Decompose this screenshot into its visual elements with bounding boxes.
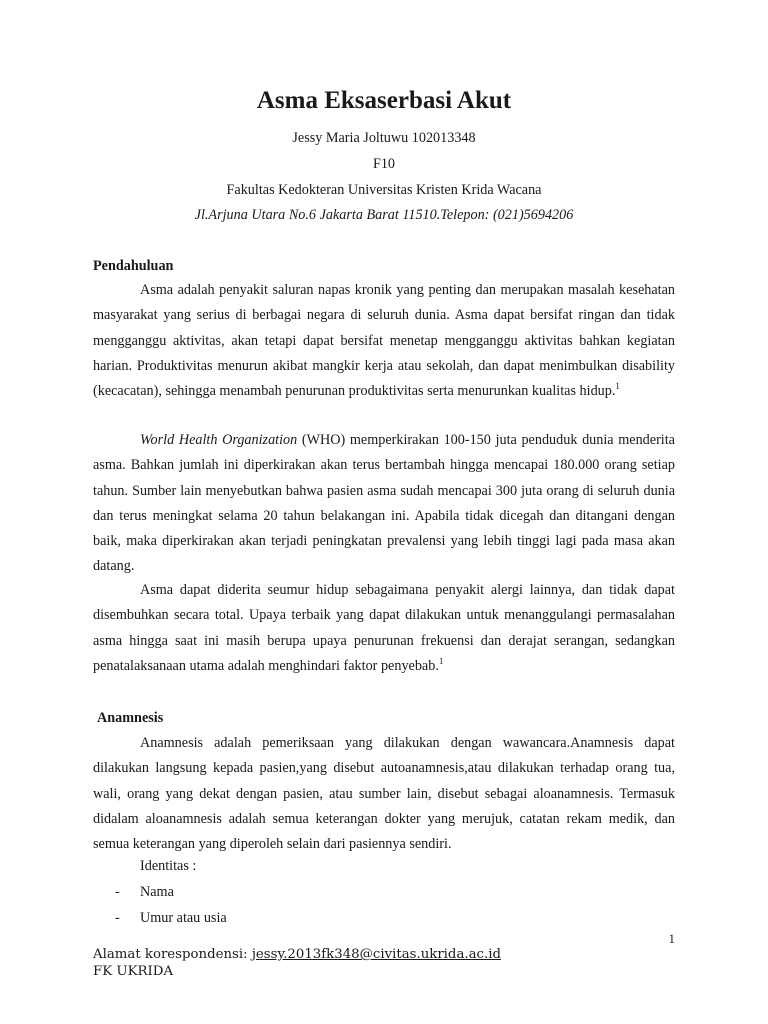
author-line: Jessy Maria Joltuwu 102013348 [292,130,476,146]
who-italic: World Health Organization [140,432,298,448]
list-item: Umur atau usia [140,910,227,926]
paragraph-text: Asma dapat diderita seumur hidup sebagaimana penyakit alergi lainnya, dan tidak dapat disembuhkan secara total. Upaya terbaik yang dapat dilakukan untuk menanggulangi permasalahan asma hingga saat ini masih berupa upaya penurunan frekuensi dan derajat serangan, sedangkan penatalaksanaan utama adalah menghindari faktor penyebab. [93,582,675,674]
footer-label: Alamat korespondensi: [93,947,252,962]
bullet-marker: - [115,910,120,926]
paragraph-text: Anamnesis adalah pemeriksaan yang dilakukan dengan wawancara.Anamnesis dapat dilakukan langsung kepada pasien,yang disebut autoanamnesis,atau dilakukan terhadap orang tua, wali, orang yang dekat dengan pasien, atau sumber lain, disebut sebagai aloanamnesis. Termasuk didalam aloanamnesis adalah semua keterangan dokter yang merujuk, catatan rekam medik, dan semua keterangan yang diperoleh selain dari pasiennya sendiri. [93,735,675,853]
list-item: Nama [140,884,174,900]
address-line: Jl.Arjuna Utara No.6 Jakarta Barat 11510.Telepon: (021)5694206 [194,207,574,223]
footnote-ref: 1 [615,381,620,392]
footer-institution: FK UKRIDA [93,964,174,979]
footer [93,946,501,980]
identity-label: Identitas : [140,858,197,874]
bullet-marker: - [115,884,120,900]
group-line: F10 [372,156,396,172]
paragraph-intro-1 [93,278,675,404]
page-number: 1 [668,931,675,946]
faculty-line: Fakultas Kedokteran Universitas Kristen Krida Wacana [226,182,542,198]
paragraph-anamnesis-1 [93,731,675,857]
section-heading-anamnesis: Anamnesis [97,710,164,726]
document-title: Asma Eksaserbasi Akut [256,87,512,114]
paragraph-text: (WHO) memperkirakan 100-150 juta penduduk dunia menderita asma. Bahkan jumlah ini diperkirakan akan terus bertambah hingga mencapai 180.000 orang setiap tahun. Sumber lain menyebutkan bahwa pasien asma sudah mencapai 300 juta orang di seluruh dunia dan terus meningkat selama 20 tahun belakangan ini. Apabila tidak dicegah dan ditangani dengan baik, maka diperkirakan akan terjadi peningkatan prevalensi yang lebih tinggi lagi pada masa akan datang. [93,432,675,575]
email-link[interactable]: jessy.2013fk348@civitas.ukrida.ac.id [251,947,501,962]
paragraph-text: Asma adalah penyakit saluran napas kronik yang penting dan merupakan masalah kesehatan masyarakat yang serius di berbagai negara di seluruh dunia. Asma dapat bersifat ringan dan tidak mengganggu aktivitas, akan tetapi dapat bersifat menetap mengganggu aktivitas bahkan kegiatan harian. Produktivitas menurun akibat mangkir kerja atau sekolah, dan dapat menimbulkan disability (kecacatan), sehingga menambah penurunan produktivitas serta menurunkan kualitas hidup. [93,282,675,400]
section-heading-pendahuluan: Pendahuluan [93,258,174,274]
paragraph-intro-3 [93,578,675,679]
footer-correspondence [93,946,501,963]
footnote-ref: 1 [438,655,444,666]
paragraph-intro-2 [93,428,675,580]
